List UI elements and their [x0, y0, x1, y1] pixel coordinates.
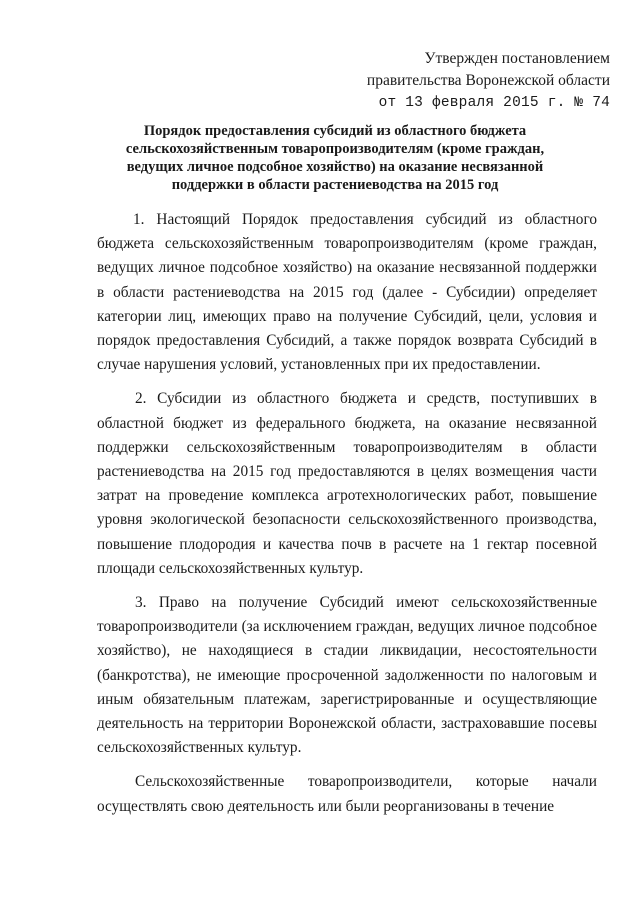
- paragraph-1: 1. Настоящий Порядок предоставления субсидий из областного бюджета сельскохозяйственным товаропроизводителям (кроме граждан, ведущих личное подсобное хозяйство) на оказание несвязанной поддержки в области растениеводства на 2015 год (далее - Субсидии) определяет категории лиц, имеющих право на получение Субсидий, цели, условия и порядок предоставления Субсидий, а также порядок возврата Субсидий в случае нарушения условий, установленных при их предоставлении.: [97, 211, 597, 374]
- approval-line-2: правительства Воронежской области: [366, 72, 610, 89]
- paragraph-3: 3. Право на получение Субсидий имеют сельскохозяйственные товаропроизводители (за исключением граждан, ведущих личное подсобное хозяйство), не находящиеся в стадии ликвидации, несостоятельности (банкротства), не имеющие просроченной задолженности по налоговым и иным обязательным платежам, зарегистрированные и осуществляющие деятельность на территории Воронежской области, застраховавшие посевы сельскохозяйственных культур.: [97, 594, 597, 757]
- approval-date-line: от 13 февраля 2015 г. № 74: [378, 95, 610, 111]
- document-body: [97, 208, 597, 819]
- approval-stamp: [330, 48, 610, 114]
- document-title: Порядок предоставления субсидий из областного бюджета сельскохозяйственным товаропроизводителям (кроме граждан, ведущих личное подсобное хозяйство) на оказание несвязанной поддержки в области растениеводства на 2015 год: [125, 123, 545, 193]
- paragraph-4: Сельскохозяйственные товаропроизводители, которые начали осуществлять свою деятельность или были реорганизованы в течение: [97, 773, 597, 815]
- approval-line-1: Утвержден постановлением: [424, 50, 610, 67]
- paragraph-2: 2. Субсидии из областного бюджета и средств, поступивших в областной бюджет из федерального бюджета, на оказание несвязанной поддержки сельскохозяйственным товаропроизводителям в области растениеводства на 2015 год предоставляются в целях возмещения части затрат на проведение комплекса агротехнологических работ, повышение уровня экологической безопасности сельскохозяйственного производства, повышение плодородия и качества почв в расчете на 1 гектар посевной площади сельскохозяйственных культур.: [97, 390, 597, 577]
